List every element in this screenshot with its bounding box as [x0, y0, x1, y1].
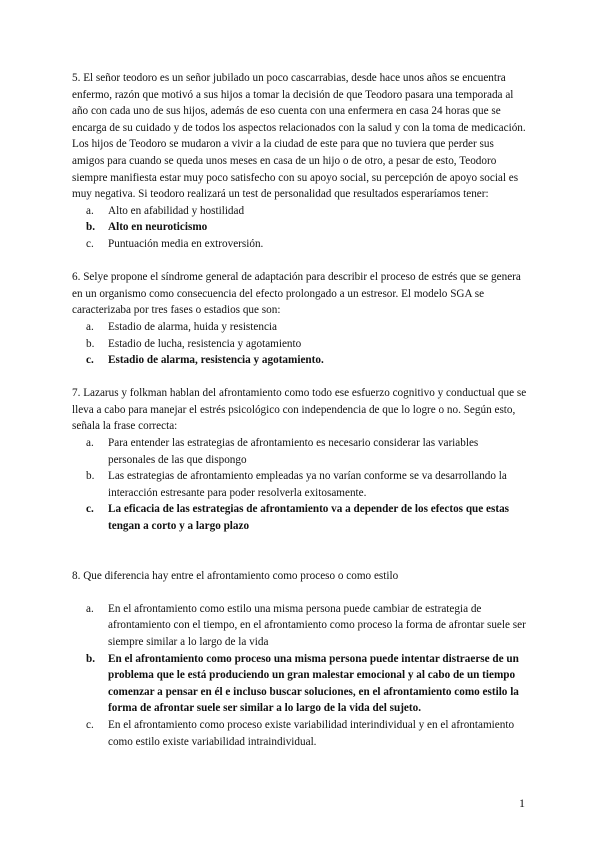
spacer — [72, 253, 528, 270]
question-5-text: 5. El señor teodoro es un señor jubilado un poco cascarrabias, desde hace unos años se encuentra enfermo, razón que motivó a sus hijos a tomar la decisión de que Teodoro pasara una temporada al año con cada uno de sus hijos, además de eso cuenta con una enfermera en casa 24 horas que se encarga de su cuidado y de todos los aspectos relacionados con la salud y con la toma de medicación. Los hijos de Teodoro se mudaron a vivir a la ciudad de este para que no tuviera que perder sus amigos para cuando se queda unos meses en casa de un hijo o de otro, a pesar de esto, Teodoro siempre manifiesta estar muy poco satisfecho con su apoyo social, su percepción de apoyo social es muy negativa. Si teodoro realizará un test de personalidad que resultados esperaríamos tener: — [72, 72, 526, 201]
question-8-option-a: a. En el afrontamiento como estilo una misma persona puede cambiar de estrategia de afrontamiento con el tiempo, en el afrontamiento como proceso la forma de afrontar suele ser siempre similar a lo largo de la vida — [86, 602, 526, 648]
question-8-options — [72, 601, 528, 750]
question-7-option-b: b. Las estrategias de afrontamiento empleadas ya no varían conforme se va desarrollando la interacción estresante para poder resolverla exitosamente. — [86, 470, 507, 499]
question-5-option-a: a. Alto en afabilidad y hostilidad — [86, 204, 245, 217]
spacer — [72, 369, 528, 386]
question-8-option-c: c. En el afrontamiento como proceso existe variabilidad interindividual y en el afrontamiento como estilo existe variabilidad intraindividual. — [86, 718, 515, 748]
page-number: 1 — [519, 796, 525, 810]
question-5-option-c: c. Puntuación media en extroversión. — [86, 237, 264, 250]
question-6-option-c: c. Estadio de alarma, resistencia y agotamiento. — [86, 354, 324, 367]
question-7-text: 7. Lazarus y folkman hablan del afrontamiento como todo ese esfuerzo cognitivo y conductual que se lleva a cabo para manejar el estrés psicológico con independencia de que lo logre o no. Según esto, señala la frase correcta: — [72, 387, 527, 433]
question-8-option-b: b. En el afrontamiento como proceso una misma persona puede intentar distraerse de un problema que le está produciendo un gran malestar emocional y al cabo de un tiempo comenzar a pensar en él e incluso buscar soluciones, en el afrontamiento como estilo la forma de afrontar suele ser similar a lo largo de la vida del sujeto. — [86, 652, 519, 715]
question-6-option-b: b. Estadio de lucha, resistencia y agotamiento — [86, 337, 302, 350]
question-6-option-a: a. Estadio de alarma, huida y resistencia — [86, 320, 277, 333]
question-7-option-c: c. La eficacia de las estrategias de afrontamiento va a depender de los efectos que estas tengan a corto y a largo plazo — [86, 503, 510, 533]
question-6-text: 6. Selye propone el síndrome general de adaptación para describir el proceso de estrés que se genera en un organismo como consecuencia del efecto prolongado a un estresor. El modelo SGA se caracterizaba por tres fases o estadios que son: — [72, 271, 521, 317]
question-6-options — [72, 319, 528, 369]
question-7-options — [72, 435, 528, 535]
question-7-option-a: a. Para entender las estrategias de afrontamiento es necesario considerar las variables personales de las que dispongo — [86, 437, 479, 466]
question-8-text: 8. Que diferencia hay entre el afrontamiento como proceso o como estilo — [72, 569, 399, 582]
document-page — [72, 70, 528, 750]
spacer — [72, 535, 528, 568]
question-5-option-b: b. Alto en neuroticismo — [86, 221, 208, 234]
spacer — [72, 584, 528, 601]
question-5-options — [72, 203, 528, 253]
